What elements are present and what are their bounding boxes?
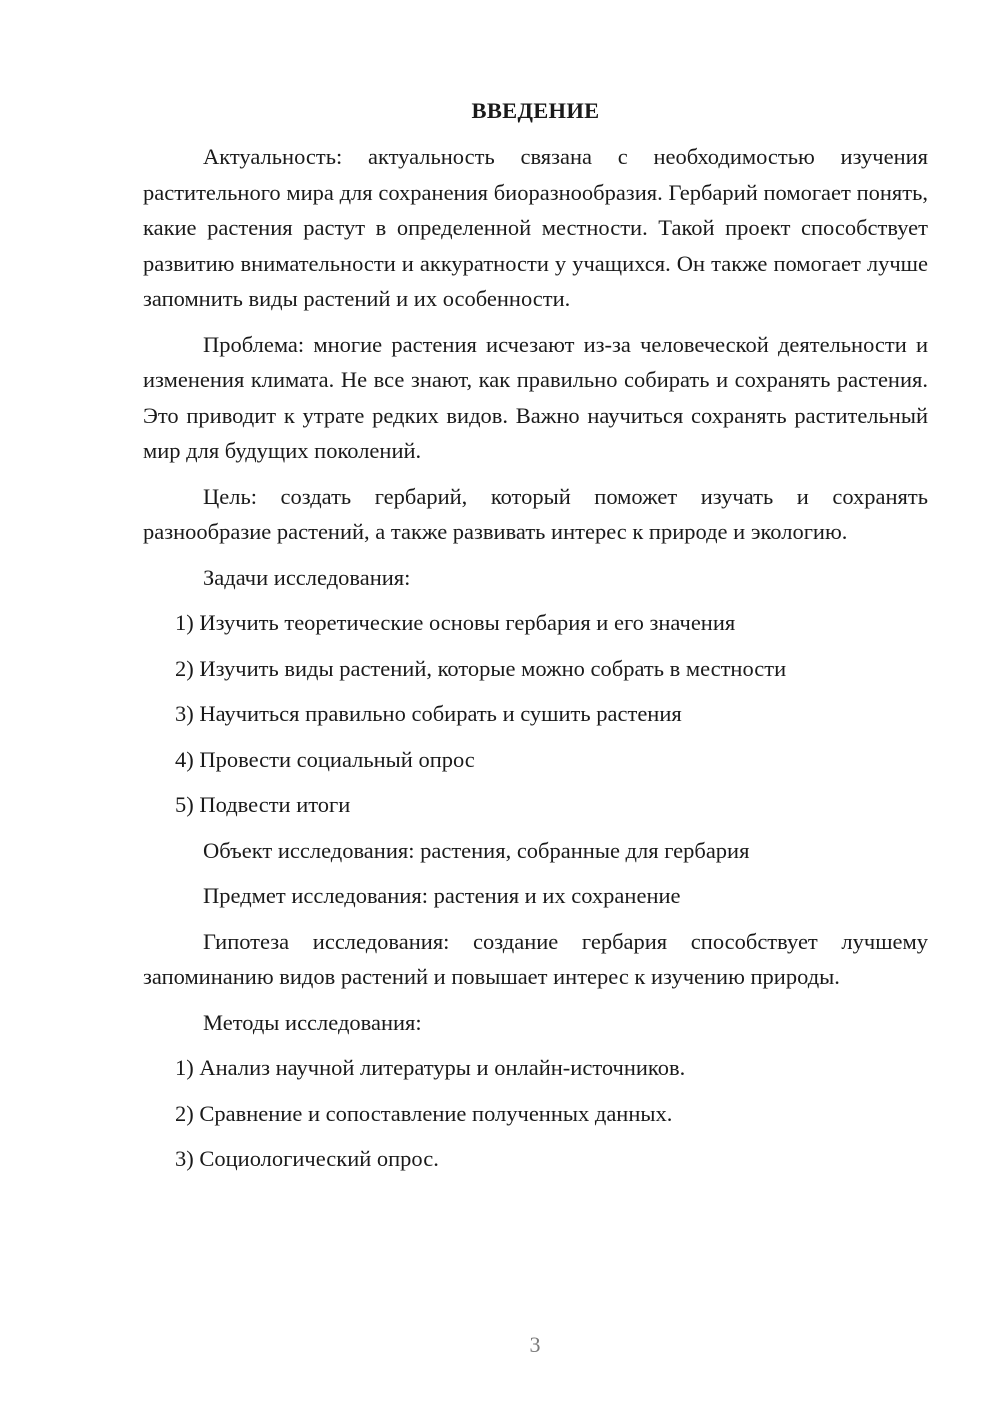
tasks-heading: Задачи исследования: [203,564,411,590]
methods-heading: Методы исследования: [203,1009,422,1035]
research-subject: Предмет исследования: растения и их сохранение [203,883,681,908]
page-number: 3 [529,1332,541,1357]
methods-list [143,1050,928,1177]
task-item: 1) Изучить теоретические основы гербария и его значения [175,610,736,635]
page-content [143,93,928,1187]
page-title: ВВЕДЕНИЕ [471,98,600,123]
research-object: Объект исследования: растения, собранные для гербария [203,837,750,863]
method-item: 1) Анализ научной литературы и онлайн-источников. [175,1055,686,1080]
method-item: 2) Сравнение и сопоставление полученных данных. [175,1100,673,1126]
relevance-paragraph: Актуальность: актуальность связана с необходимостью изучения растительного мира для сохранения биоразнообразия. Гербарий помогает понять, какие растения растут в определенной местности. Такой проект способствует развитию внимательности и аккуратности у учащихся. Он также помогает лучше запомнить виды растений и их особенности. [143,144,928,311]
method-item: 3) Социологический опрос. [175,1146,439,1171]
task-item: 2) Изучить виды растений, которые можно собрать в местности [175,655,787,681]
task-item: 3) Научиться правильно собирать и сушить растения [175,701,682,726]
task-item: 4) Провести социальный опрос [175,746,475,772]
problem-paragraph: Проблема: многие растения исчезают из-за человеческой деятельности и изменения климата. Не все знают, как правильно собирать и сохранять растения. Это приводит к утрате редких видов. Важно научиться сохранять растительный мир для будущих поколений. [143,331,928,463]
task-item: 5) Подвести итоги [175,792,351,817]
hypothesis-paragraph: Гипотеза исследования: создание гербария способствует лучшему запоминанию видов растений и повышает интерес к изучению природы. [143,928,928,989]
tasks-list [143,605,928,823]
goal-paragraph: Цель: создать гербарий, который поможет изучать и сохранять разнообразие растений, а также развивать интерес к природе и экологию. [143,483,928,544]
